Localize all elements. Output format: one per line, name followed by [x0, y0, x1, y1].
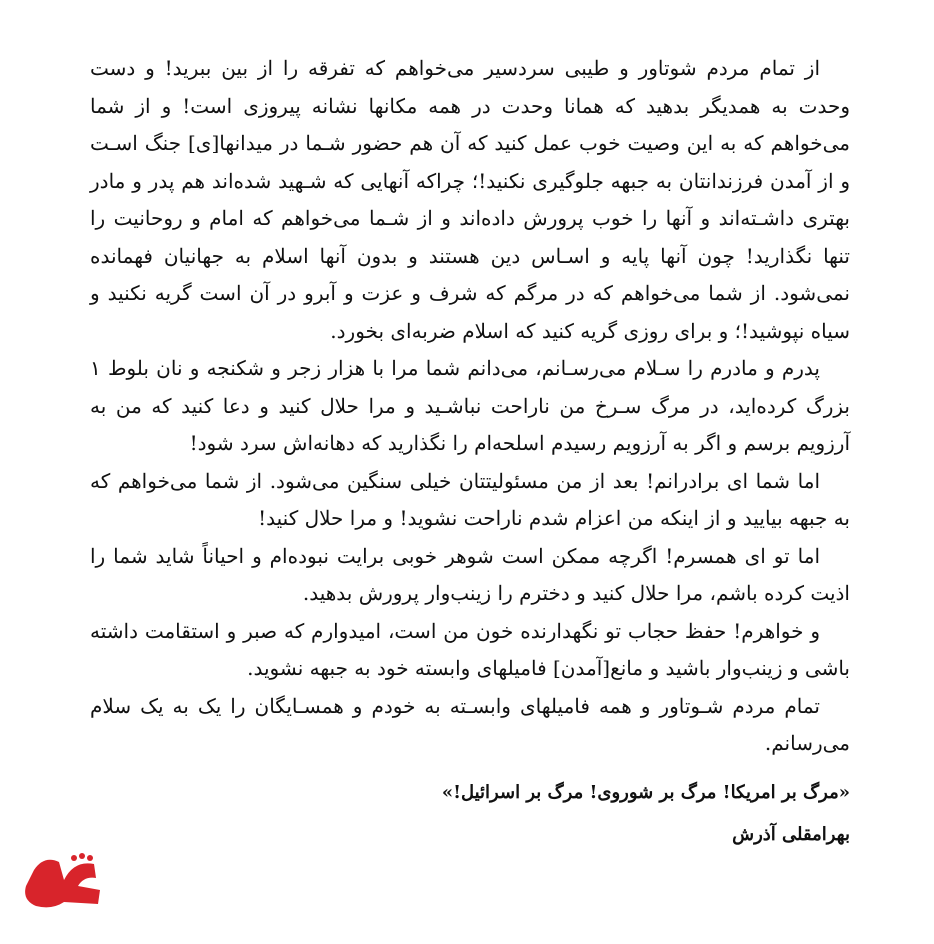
logo-mark-icon — [4, 850, 114, 940]
paragraph-6: تمام مردم شـوتاور و همه فامیلهای وابسـته به خودم و همسـایگان را یک به یک سلام می‌رسانم. — [90, 693, 850, 755]
paragraph-2: پدرم و مادرم را سـلام می‌رسـانم، می‌دانم شما مرا با هزار زجر و شکنجه و نان بلوط ۱ بزرگ کرده‌اید، در مرگ سـرخ من ناراحت نباشـید و مرا حلال کنید و دعا کنید که من به آرزویم برسم و اگر به آرزویم رسیدم اسلحه‌ام را نگذارید که دهانه‌اش سرد شود! — [90, 356, 850, 455]
paragraph-4: اما تو ای همسرم! اگرچه ممکن است شوهر خوبی برایت نبوده‌ام و احیاناً شاید شما را اذیت کرده باشم، مرا حلال کنید و دخترم را زینب‌وار پرورش بدهید. — [90, 543, 850, 605]
paragraph-5: و خواهرم! حفظ حجاب تو نگهدارنده خون من است، امیدوارم که صبر و استقامت داشته باشی و زینب‌وار باشید و مانع[آمدن] فامیلهای وابسته خود به جبهه نشوید. — [90, 618, 850, 680]
document-body — [90, 50, 850, 851]
slogan: «مرگ بر امریکا! مرگ بر شوروی! مرگ بر اسرائیل!» — [441, 781, 850, 803]
paragraph-3: اما شما ای برادرانم! بعد از من مسئولیتتان خیلی سنگین می‌شود. از شما می‌خواهم که به جبهه بیایید و از اینکه من اعزام شدم ناراحت نشوید! و مرا حلال کنید! — [90, 468, 850, 530]
logo — [4, 850, 114, 940]
paragraph-1: از تمام مردم شوتاور و طیبی سردسیر می‌خواهم که تفرقه را از بین ببرید! و دست وحدت به همدیگر بدهید که همانا وحدت در همه مکانها نشانه پیروزی است! و از شما می‌خواهم که به این وصیت خوب عمل کنید که آن هم حضور شـما در میدانها[ی] جنگ اسـت و از آمدن فرزندانتان به جبهه جلوگیری نکنید!؛ چراکه آنهایی که شـهید شده‌اند هم پدر و مادر بهتری داشـته‌اند و آنها را خوب پرورش داده‌اند و از شـما می‌خواهم که امام و روحانیت را تنها نگذارید! چون آنها پایه و اسـاس دین هستند و بدون آنها اسلام به جهانیان فهمانده نمی‌شود. از شما می‌خواهم که در مرگم که شرف و عزت و آبرو در آن است گریه نکنید و سیاه نپوشید!؛ و برای روزی گریه کنید که اسلام ضربه‌ای بخورد. — [90, 56, 850, 343]
signature: بهرامقلی آذرش — [732, 823, 850, 845]
